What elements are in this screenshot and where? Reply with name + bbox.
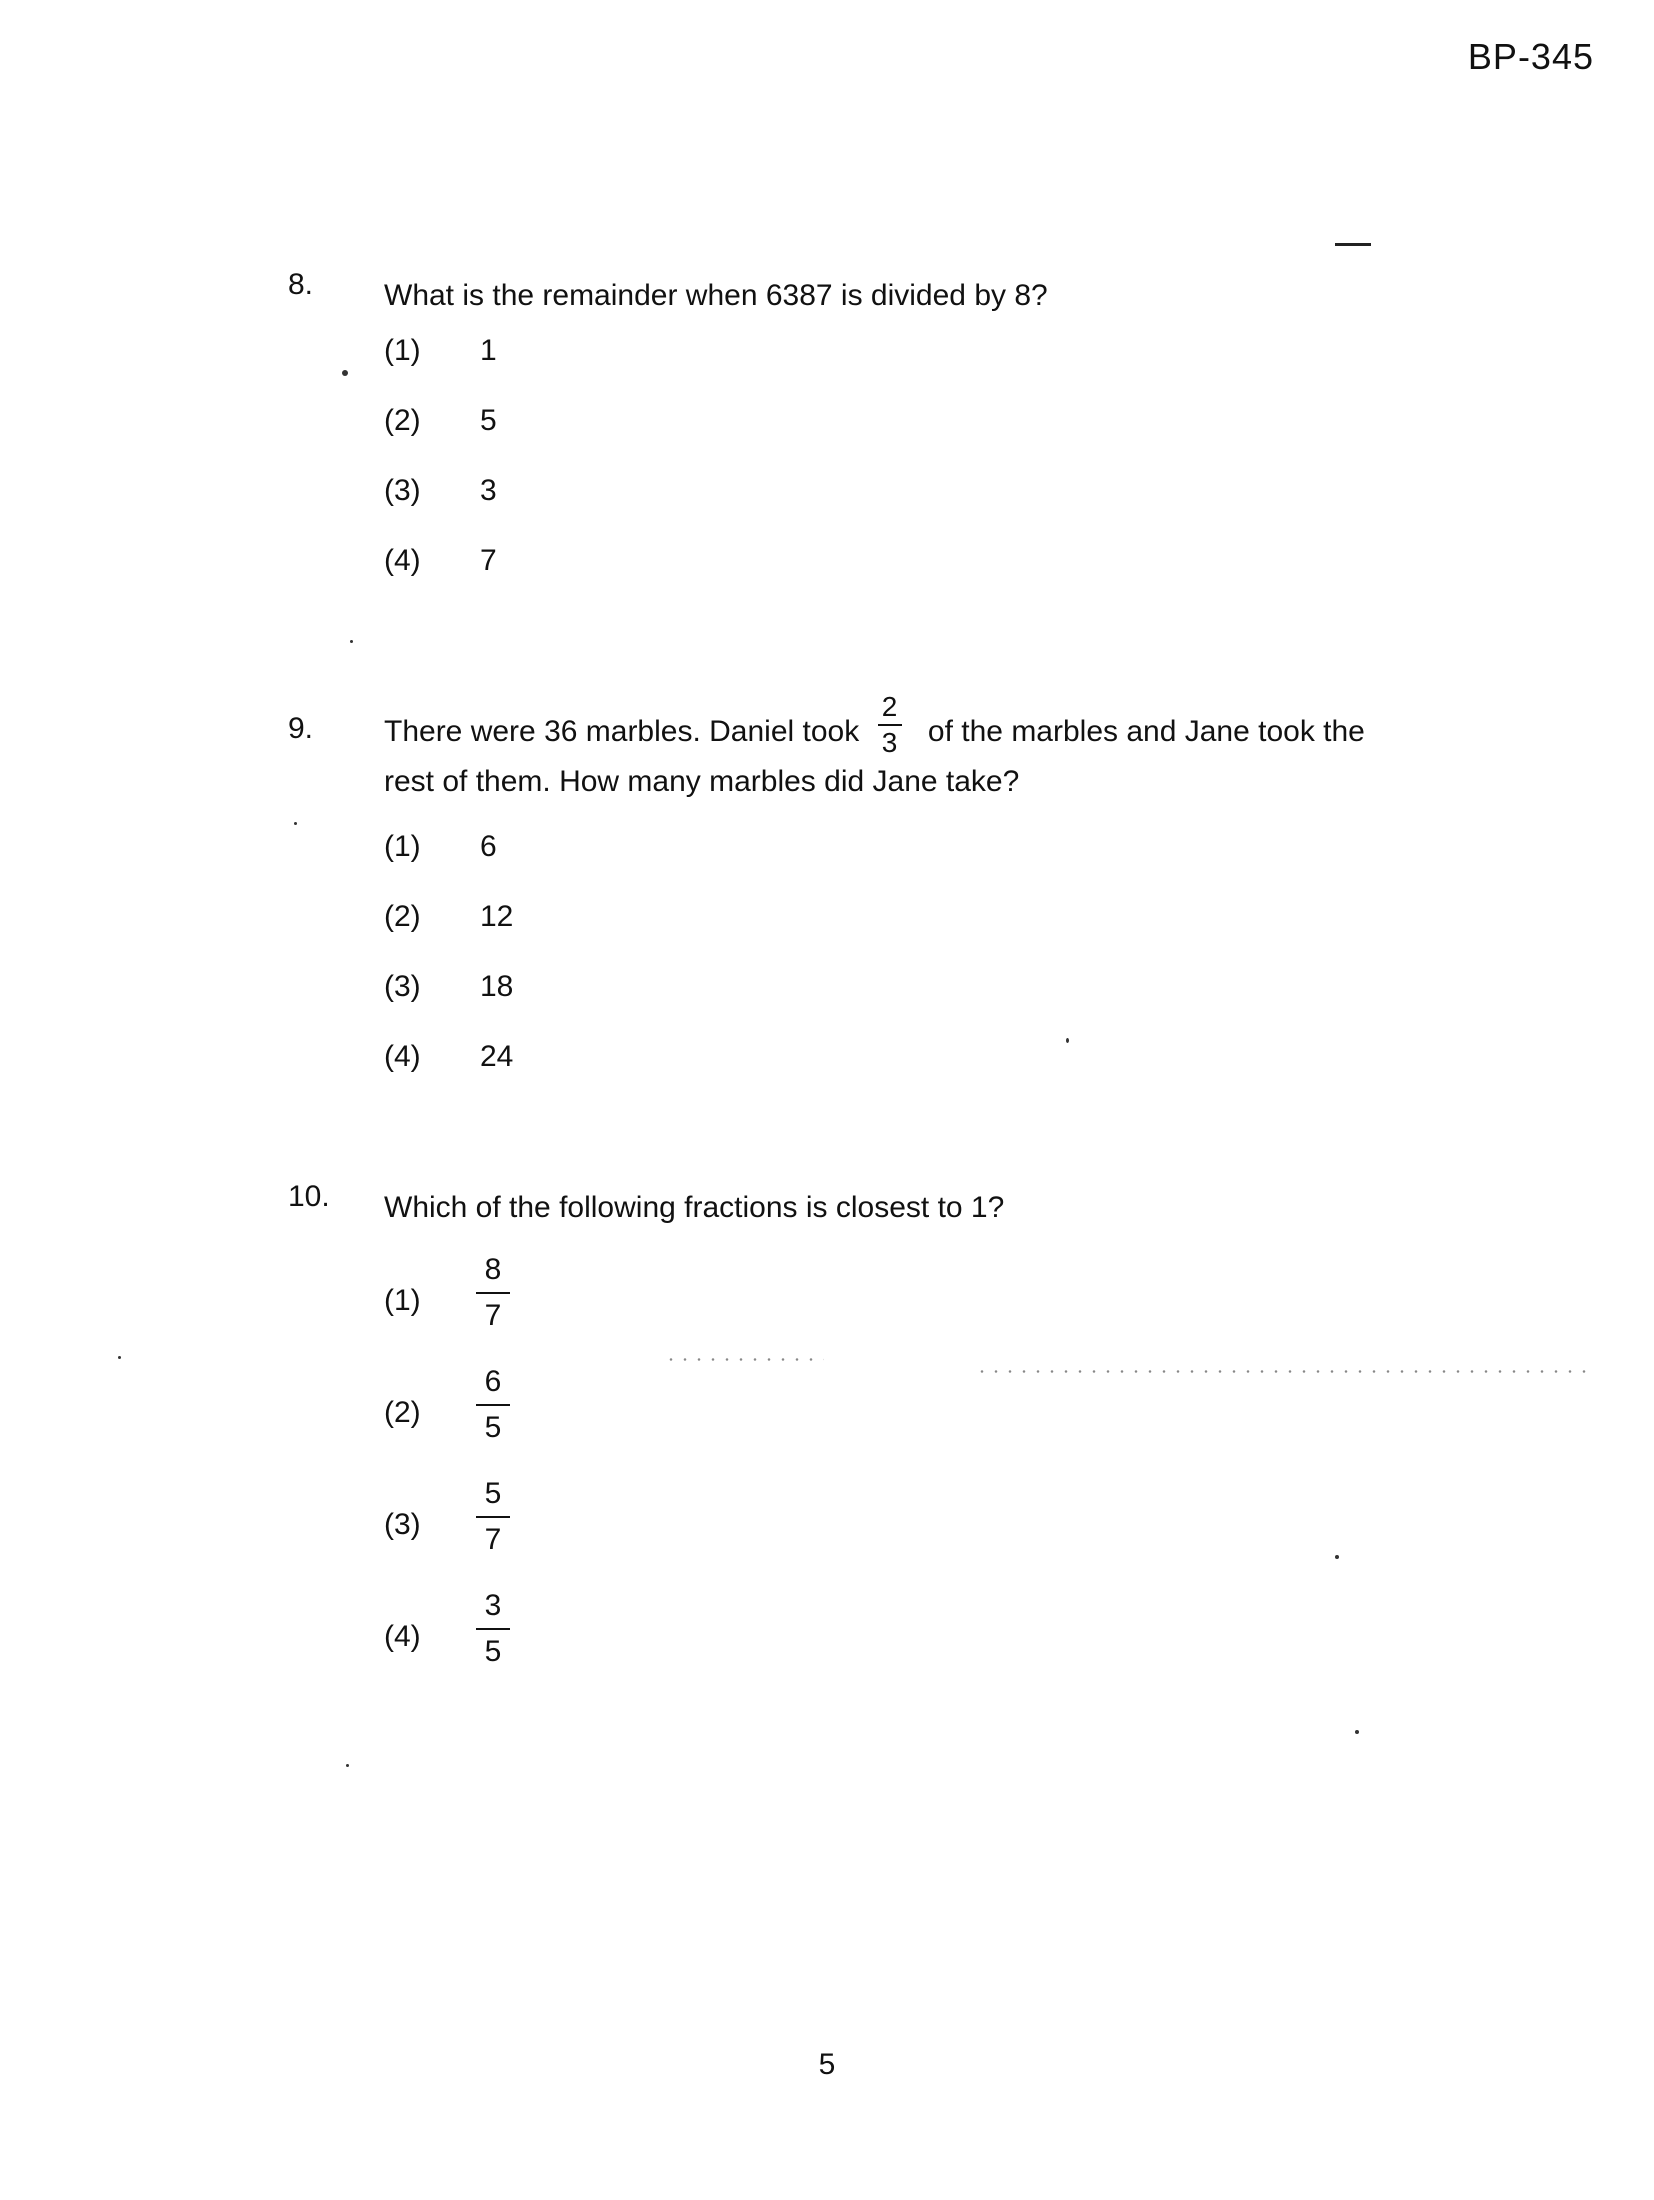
option-value: 3 bbox=[480, 474, 497, 507]
answer-option-3[interactable] bbox=[384, 970, 513, 1040]
answer-option-3[interactable] bbox=[384, 474, 497, 544]
page-number: 5 bbox=[818, 2048, 836, 2081]
fraction-denominator: 7 bbox=[484, 1523, 502, 1556]
answer-option-2[interactable] bbox=[384, 900, 513, 970]
question-number: 9. bbox=[288, 712, 314, 745]
margin-dash-mark bbox=[1335, 243, 1371, 246]
scan-speck bbox=[294, 822, 297, 825]
answer-option-2[interactable] bbox=[384, 404, 497, 474]
option-label: (1) bbox=[384, 334, 421, 367]
scan-speck bbox=[346, 1764, 349, 1767]
answer-option-1[interactable] bbox=[384, 334, 497, 404]
fraction-denominator: 5 bbox=[484, 1635, 502, 1668]
question-text-line: Which of the following fractions is closest to 1? bbox=[384, 1191, 1005, 1224]
fraction-numerator: 5 bbox=[484, 1477, 502, 1510]
option-label: (4) bbox=[384, 544, 421, 577]
fraction-numerator: 8 bbox=[484, 1253, 502, 1286]
option-fraction bbox=[476, 1474, 510, 1560]
fraction-bar bbox=[476, 1516, 510, 1518]
fraction-denominator: 3 bbox=[881, 727, 898, 758]
question-text-line: What is the remainder when 6387 is divided by 8? bbox=[384, 279, 1048, 312]
option-value: 6 bbox=[480, 830, 497, 863]
option-value: 1 bbox=[480, 334, 497, 367]
scan-speck bbox=[1335, 1555, 1339, 1559]
question-text-part: of the marbles and Jane took the bbox=[927, 714, 1365, 748]
question-text bbox=[384, 1180, 1404, 1236]
option-fraction bbox=[476, 1362, 510, 1448]
scan-speck bbox=[118, 1356, 121, 1359]
answer-options bbox=[384, 830, 513, 1110]
answer-option-4[interactable] bbox=[384, 544, 497, 614]
question-text-part: There were 36 marbles. Daniel took bbox=[384, 714, 860, 748]
inline-fraction bbox=[878, 692, 902, 758]
option-fraction bbox=[476, 1586, 510, 1672]
fraction-numerator: 2 bbox=[881, 691, 898, 722]
fraction-bar bbox=[476, 1628, 510, 1630]
option-value: 5 bbox=[480, 404, 497, 437]
option-label: (4) bbox=[384, 1040, 421, 1073]
fraction-bar bbox=[476, 1292, 510, 1294]
scan-dots bbox=[664, 1358, 824, 1361]
option-label: (1) bbox=[384, 1284, 421, 1317]
fraction-denominator: 5 bbox=[484, 1411, 502, 1444]
option-value: 18 bbox=[480, 970, 514, 1003]
option-label: (2) bbox=[384, 900, 421, 933]
question-number: 8. bbox=[288, 268, 314, 301]
fraction-bar bbox=[476, 1404, 510, 1406]
question-text bbox=[384, 691, 1404, 810]
fraction-numerator: 3 bbox=[484, 1589, 502, 1622]
fraction-bar bbox=[878, 724, 902, 726]
answer-option-4[interactable] bbox=[384, 1040, 513, 1110]
option-label: (3) bbox=[384, 970, 421, 1003]
fraction-denominator: 7 bbox=[484, 1299, 502, 1332]
option-label: (2) bbox=[384, 1396, 421, 1429]
scan-dots bbox=[975, 1370, 1590, 1373]
answer-options bbox=[384, 334, 497, 614]
option-label: (4) bbox=[384, 1620, 421, 1653]
option-value: 7 bbox=[480, 544, 497, 577]
document-code: BP-345 bbox=[1467, 36, 1594, 77]
question-text bbox=[384, 268, 1404, 324]
question-number: 10. bbox=[288, 1180, 330, 1213]
option-label: (2) bbox=[384, 404, 421, 437]
option-label: (3) bbox=[384, 474, 421, 507]
option-fraction bbox=[476, 1250, 510, 1336]
option-value: 12 bbox=[480, 900, 514, 933]
option-label: (1) bbox=[384, 830, 421, 863]
fraction-numerator: 6 bbox=[484, 1365, 502, 1398]
scan-speck bbox=[1355, 1730, 1359, 1734]
scan-speck bbox=[350, 640, 353, 643]
scan-speck bbox=[1066, 1038, 1069, 1043]
option-label: (3) bbox=[384, 1508, 421, 1541]
question-text-line-2: rest of them. How many marbles did Jane take? bbox=[384, 765, 1020, 798]
scan-speck bbox=[342, 370, 348, 376]
answer-option-1[interactable] bbox=[384, 830, 513, 900]
option-value: 24 bbox=[480, 1040, 514, 1073]
